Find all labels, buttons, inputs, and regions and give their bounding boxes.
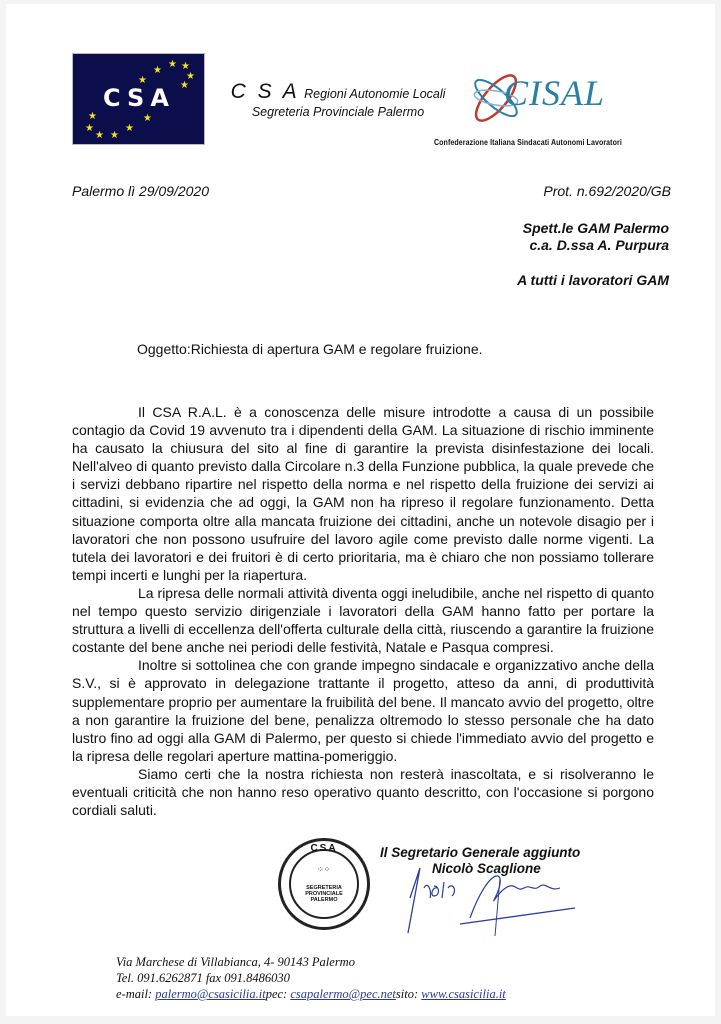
- org-department: Segreteria Provinciale Palermo: [251, 105, 425, 119]
- email-link[interactable]: palermo@csasicilia.it: [155, 987, 266, 1001]
- stamp-inner-ring: [289, 849, 359, 919]
- org-name: C S A: [230, 80, 300, 103]
- body-paragraph: Inoltre si sottolinea che con grande impegno sindacale e organizzativo anche della S.V., si è approvato in delegazione trattante il progetto, atteso da anni, di produttività supplementare proprio per aumentare la fruibilità del bene. Il mancato avvio del progetto, oltre a non garantire la fruizione del bene, penalizza oltremodo lo stesso personale che ha dato lustro fino ad oggi alla GAM di Palermo, per questo si chiede l'immediato avvio del progetto e la ripresa delle regolari aperture mattina-pomeriggio.: [72, 657, 654, 764]
- org-subtitle: Regioni Autonomie Locali: [304, 87, 446, 101]
- pec-label: pec:: [265, 987, 291, 1001]
- letter-body: [72, 403, 654, 819]
- handwritten-signature-icon: [400, 858, 580, 938]
- star-icon: ★: [143, 113, 152, 124]
- star-icon: ★: [138, 75, 147, 86]
- star-icon: ★: [125, 123, 134, 134]
- cisal-logo: [466, 60, 636, 130]
- star-icon: ★: [85, 123, 94, 134]
- star-icon: ★: [181, 61, 190, 72]
- place-date: Palermo lì 29/09/2020: [72, 183, 209, 199]
- cisal-logo-text: CISAL: [504, 73, 606, 113]
- stamp-center-text: SEGRETERIA PROVINCIALE PALERMO: [305, 885, 343, 903]
- footer-phones: Tel. 091.6262871 fax 091.8486030: [116, 971, 290, 985]
- footer-contacts: [116, 954, 506, 1002]
- csa-logo: [72, 53, 205, 145]
- csa-logo-text: CSA: [103, 84, 175, 112]
- star-icon: ★: [95, 130, 104, 141]
- star-icon: ★: [180, 80, 189, 91]
- signer-name: Nicolò Scaglione: [432, 861, 541, 876]
- star-icon: ★: [186, 71, 195, 82]
- recipient-line: c.a. D.ssa A. Purpura: [529, 237, 669, 253]
- star-icon: ★: [88, 111, 97, 122]
- star-icon: ★: [110, 130, 119, 141]
- stamp-top-text: CSA: [310, 843, 338, 854]
- protocol-number: Prot. n.692/2020/GB: [543, 183, 671, 199]
- letterhead-title: [228, 80, 448, 119]
- star-icon: ★: [168, 59, 177, 70]
- subject-line: Oggetto:Richiesta di apertura GAM e regolare fruizione.: [137, 341, 483, 357]
- stamp-stars-icon: ⁘⁘: [317, 865, 331, 874]
- body-paragraph: Il CSA R.A.L. è a conoscenza delle misure introdotte a causa di un possibile contagio da Covid 19 avvenuto tra i dipendenti della GAM. La situazione di rischio imminente ha causato la chiusura del sito al fine di garantire la prevista disinfestazione dei locali. Nell'alveo di quanto previsto dalla Circolare n.3 della Funzione pubblica, la quale prevede che i servizi debbano ripartire nel rispetto della norma e nel rispetto della fruizione dei servizi ai cittadini, si evidenzia che ad oggi, la GAM non ha ripreso il regolare funzionamento. Detta situazione comporta oltre alla mancata fruizione dei cittadini, anche un notevole disagio per i lavoratori che non possono usufruire del lavoro agile come previsto dalle norme vigenti. La tutela dei lavoratori e dei fruitori è di certo prioritaria, ma è chiaro che non possiamo tollerare tempi incerti e lunghi per la riapertura.: [72, 404, 654, 583]
- signer-title: Il Segretario Generale aggiunto: [380, 845, 581, 860]
- pec-link[interactable]: csapalermo@pec.net: [290, 987, 396, 1001]
- website-link[interactable]: www.csasicilia.it: [421, 987, 506, 1001]
- star-icon: ★: [153, 65, 162, 76]
- official-stamp: [278, 838, 370, 930]
- body-paragraph: Siamo certi che la nostra richiesta non resterà inascoltata, e si risolveranno le eventuali criticità che non hanno reso operativo quanto descritto, con l'occasione si porgono cordiali saluti.: [72, 765, 654, 819]
- recipient-line: Spett.le GAM Palermo: [522, 220, 669, 236]
- recipient-line: A tutti i lavoratori GAM: [517, 272, 669, 288]
- footer-address: Via Marchese di Villabianca, 4- 90143 Palermo: [116, 955, 355, 969]
- recipients-block: [517, 220, 669, 289]
- site-label: sito:: [395, 987, 422, 1001]
- email-label: e-mail:: [116, 987, 156, 1001]
- body-paragraph: La ripresa delle normali attività diventa oggi ineludibile, anche nel rispetto di quanto nel tempo questo servizio dirigenziale i lavoratori della GAM hanno fatto per portare la struttura a livelli di eccellenza dell'offerta culturale della città, riuscendo a garantire la fruizione costante del bene anche nei periodi delle festività, Natale e Pasqua compresi.: [72, 584, 654, 656]
- cisal-fullname: Confederazione Italiana Sindacati Autonomi Lavoratori: [434, 138, 622, 147]
